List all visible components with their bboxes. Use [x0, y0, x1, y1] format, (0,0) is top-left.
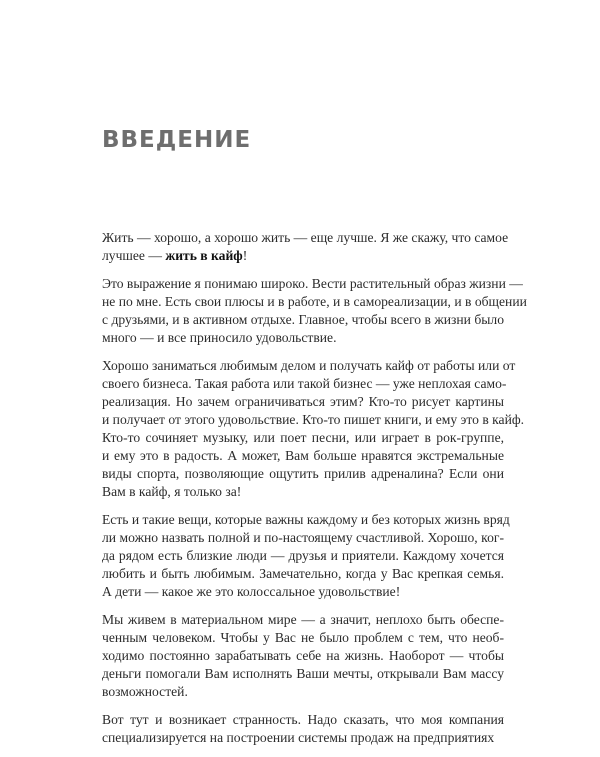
text-line: не по мне. Есть свои плюсы и в работе, и в самореализации, и в общении [102, 294, 527, 309]
text-line: Это выражение я понимаю широко. Вести растительный образ жизни — [102, 276, 523, 291]
text-line: Хорошо заниматься любимым делом и получать кайф от работы или от [102, 358, 516, 373]
paragraph [102, 357, 525, 501]
text-line: Мы живем в материальном мире — а значит, неплохо быть обеспе- [102, 612, 504, 627]
text-line: Есть и такие вещи, которые важны каждому и без которых жизнь вряд [102, 512, 510, 527]
text-line: ли можно назвать полной и по-настоящему счастливой. Хорошо, ког- [102, 530, 504, 545]
text-line: возможностей. [102, 684, 188, 699]
bold-phrase: жить в кайф [165, 248, 243, 263]
text-line: любить и быть любимым. Замечательно, когда у Вас крепкая семья. [102, 566, 504, 581]
text-line: да рядом есть близкие люди — друзья и приятели. Каждому хочется [102, 548, 504, 563]
text-line: много — и все приносило удовольствие. [102, 330, 337, 345]
paragraph [102, 511, 510, 601]
text-line: реализация. Но зачем ограничиваться этим? Кто-то рисует картины [102, 394, 504, 409]
text-line: виды спорта, позволяющие ощутить прилив адреналина? Если они [102, 466, 504, 481]
text-line: своего бизнеса. Такая работа или такой бизнес — уже неплохая само- [102, 376, 507, 391]
text-line: А дети — какое же это колоссальное удовольствие! [102, 584, 401, 599]
body-text [102, 229, 527, 757]
paragraph [102, 275, 527, 347]
paragraph [102, 711, 504, 747]
text-line: ченным человеком. Чтобы у Вас не было проблем с тем, что необ- [102, 630, 504, 645]
text-line: и ему это в радость. А может, Вам больше нравятся экстремальные [102, 448, 504, 463]
text-line: Кто-то сочиняет музыку, или поет песни, или играет в рок-группе, [102, 430, 504, 445]
text-line: Жить — хорошо, а хорошо жить — еще лучше. Я же скажу, что самое [102, 230, 509, 245]
text-line: деньги помогали Вам исполнять Ваши мечты, открывали Вам массу [102, 666, 504, 681]
text-line: с друзьями, и в активном отдыхе. Главное, чтобы всего в жизни было [102, 312, 504, 327]
text-line: специализируется на построении системы продаж на предприятиях [102, 730, 495, 745]
paragraph [102, 229, 509, 265]
paragraph [102, 611, 504, 701]
text-line: Вот тут и возникает странность. Надо сказать, что моя компания [102, 712, 504, 727]
text-line: Вам в кайф, я только за! [102, 484, 242, 499]
text-line: лучшее — жить в кайф! [102, 248, 248, 263]
chapter-title: ВВЕДЕНИЕ [102, 127, 252, 153]
text-line: ходимо постоянно зарабатывать себе на жизнь. Наоборот — чтобы [102, 648, 504, 663]
text-line: и получает от этого удовольствие. Кто-то пишет книги, и ему это в кайф. [102, 412, 525, 427]
